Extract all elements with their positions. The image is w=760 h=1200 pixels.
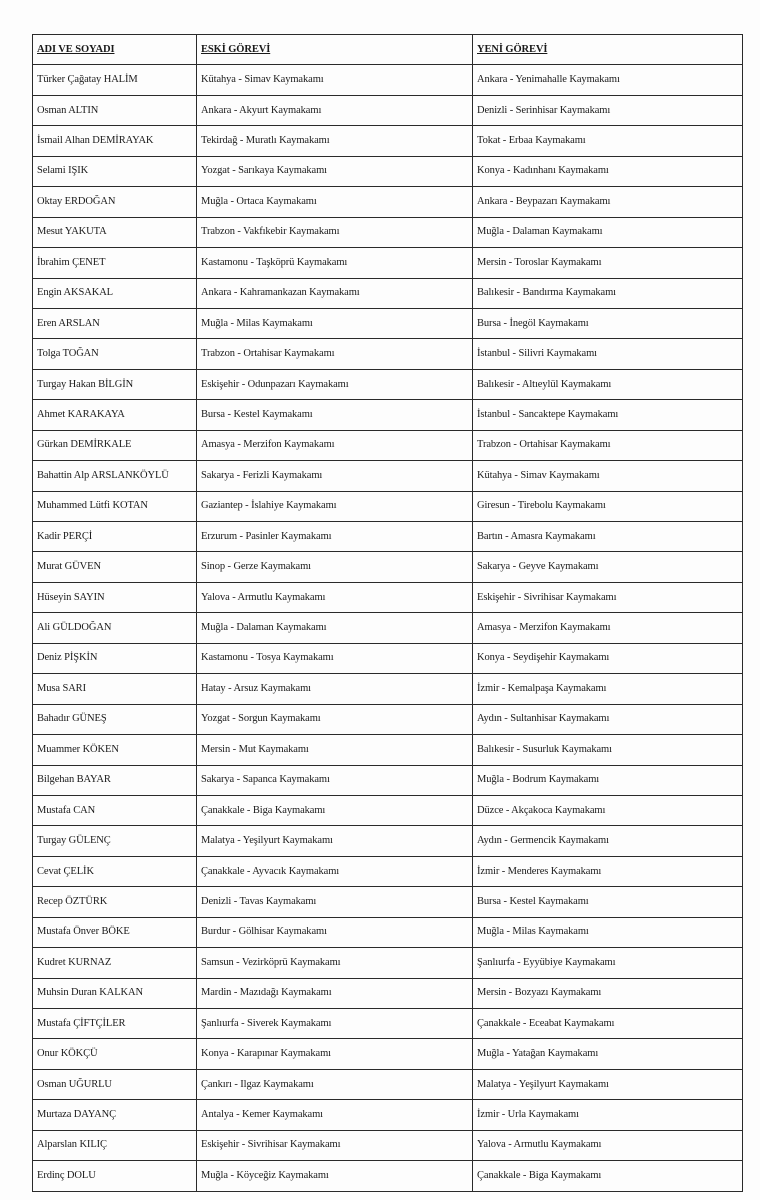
cell-name: Musa SARI (33, 674, 197, 704)
table-body (33, 65, 743, 1191)
cell-old-post: Tekirdağ - Muratlı Kaymakamı (197, 126, 473, 156)
cell-name: Mesut YAKUTA (33, 217, 197, 247)
cell-old-post: Kastamonu - Tosya Kaymakamı (197, 643, 473, 673)
cell-old-post: Yalova - Armutlu Kaymakamı (197, 582, 473, 612)
cell-old-post: Eskişehir - Sivrihisar Kaymakamı (197, 1130, 473, 1160)
cell-old-post: Antalya - Kemer Kaymakamı (197, 1100, 473, 1130)
cell-name: İbrahim ÇENET (33, 248, 197, 278)
cell-name: Bilgehan BAYAR (33, 765, 197, 795)
cell-new-post: İzmir - Menderes Kaymakamı (473, 856, 743, 886)
table-row (33, 1039, 743, 1069)
cell-name: Alparslan KILIÇ (33, 1130, 197, 1160)
cell-name: Murtaza DAYANÇ (33, 1100, 197, 1130)
cell-name: İsmail Alhan DEMİRAYAK (33, 126, 197, 156)
cell-new-post: Ankara - Beypazarı Kaymakamı (473, 187, 743, 217)
cell-name: Bahattin Alp ARSLANKÖYLÜ (33, 461, 197, 491)
cell-old-post: Mardin - Mazıdağı Kaymakamı (197, 978, 473, 1008)
cell-new-post: İzmir - Urla Kaymakamı (473, 1100, 743, 1130)
cell-old-post: Erzurum - Pasinler Kaymakamı (197, 522, 473, 552)
cell-old-post: Yozgat - Sarıkaya Kaymakamı (197, 156, 473, 186)
table-row (33, 491, 743, 521)
cell-name: Selami IŞIK (33, 156, 197, 186)
cell-name: Hüseyin SAYIN (33, 582, 197, 612)
cell-old-post: Bursa - Kestel Kaymakamı (197, 400, 473, 430)
table-row (33, 1130, 743, 1160)
table-row (33, 856, 743, 886)
cell-new-post: Bartın - Amasra Kaymakamı (473, 522, 743, 552)
cell-new-post: Kütahya - Simav Kaymakamı (473, 461, 743, 491)
cell-name: Mustafa ÇİFTÇİLER (33, 1009, 197, 1039)
cell-new-post: Aydın - Germencik Kaymakamı (473, 826, 743, 856)
table-row (33, 765, 743, 795)
table-row (33, 795, 743, 825)
cell-name: Mustafa CAN (33, 795, 197, 825)
cell-old-post: Çanakkale - Biga Kaymakamı (197, 795, 473, 825)
cell-old-post: Muğla - Dalaman Kaymakamı (197, 613, 473, 643)
cell-new-post: Şanlıurfa - Eyyübiye Kaymakamı (473, 948, 743, 978)
cell-old-post: Yozgat - Sorgun Kaymakamı (197, 704, 473, 734)
cell-old-post: Muğla - Ortaca Kaymakamı (197, 187, 473, 217)
cell-name: Turgay GÜLENÇ (33, 826, 197, 856)
table-row (33, 917, 743, 947)
cell-new-post: Muğla - Dalaman Kaymakamı (473, 217, 743, 247)
cell-old-post: Burdur - Gölhisar Kaymakamı (197, 917, 473, 947)
table-row (33, 704, 743, 734)
cell-old-post: Sakarya - Ferizli Kaymakamı (197, 461, 473, 491)
cell-old-post: Çanakkale - Ayvacık Kaymakamı (197, 856, 473, 886)
cell-old-post: Ankara - Kahramankazan Kaymakamı (197, 278, 473, 308)
header-name: ADI VE SOYADI (33, 35, 197, 65)
cell-new-post: Konya - Kadınhanı Kaymakamı (473, 156, 743, 186)
appointments-table (32, 34, 743, 1192)
table-row (33, 978, 743, 1008)
cell-new-post: Eskişehir - Sivrihisar Kaymakamı (473, 582, 743, 612)
cell-new-post: Sakarya - Geyve Kaymakamı (473, 552, 743, 582)
cell-new-post: Çanakkale - Eceabat Kaymakamı (473, 1009, 743, 1039)
cell-new-post: Giresun - Tirebolu Kaymakamı (473, 491, 743, 521)
cell-old-post: Şanlıurfa - Siverek Kaymakamı (197, 1009, 473, 1039)
table-row (33, 674, 743, 704)
cell-old-post: Amasya - Merzifon Kaymakamı (197, 430, 473, 460)
table-row (33, 95, 743, 125)
table-row (33, 552, 743, 582)
cell-name: Engin AKSAKAL (33, 278, 197, 308)
cell-name: Oktay ERDOĞAN (33, 187, 197, 217)
cell-new-post: İstanbul - Sancaktepe Kaymakamı (473, 400, 743, 430)
cell-name: Kudret KURNAZ (33, 948, 197, 978)
table-row (33, 1161, 743, 1191)
cell-name: Deniz PİŞKİN (33, 643, 197, 673)
table-row (33, 461, 743, 491)
cell-new-post: Mersin - Toroslar Kaymakamı (473, 248, 743, 278)
cell-new-post: Konya - Seydişehir Kaymakamı (473, 643, 743, 673)
cell-new-post: Mersin - Bozyazı Kaymakamı (473, 978, 743, 1008)
cell-new-post: Muğla - Bodrum Kaymakamı (473, 765, 743, 795)
header-row (33, 35, 743, 65)
cell-new-post: Denizli - Serinhisar Kaymakamı (473, 95, 743, 125)
cell-new-post: Tokat - Erbaa Kaymakamı (473, 126, 743, 156)
cell-old-post: Trabzon - Ortahisar Kaymakamı (197, 339, 473, 369)
cell-new-post: Düzce - Akçakoca Kaymakamı (473, 795, 743, 825)
header-old-post: ESKİ GÖREVİ (197, 35, 473, 65)
cell-old-post: Malatya - Yeşilyurt Kaymakamı (197, 826, 473, 856)
cell-new-post: Amasya - Merzifon Kaymakamı (473, 613, 743, 643)
cell-old-post: Samsun - Vezirköprü Kaymakamı (197, 948, 473, 978)
cell-old-post: Trabzon - Vakfıkebir Kaymakamı (197, 217, 473, 247)
table-row (33, 248, 743, 278)
cell-new-post: Aydın - Sultanhisar Kaymakamı (473, 704, 743, 734)
cell-new-post: Balıkesir - Susurluk Kaymakamı (473, 735, 743, 765)
table-row (33, 582, 743, 612)
table-row (33, 217, 743, 247)
cell-old-post: Eskişehir - Odunpazarı Kaymakamı (197, 369, 473, 399)
table-row (33, 887, 743, 917)
table-row (33, 948, 743, 978)
table-row (33, 1009, 743, 1039)
cell-new-post: Malatya - Yeşilyurt Kaymakamı (473, 1069, 743, 1099)
cell-new-post: Trabzon - Ortahisar Kaymakamı (473, 430, 743, 460)
cell-old-post: Mersin - Mut Kaymakamı (197, 735, 473, 765)
cell-name: Ali GÜLDOĞAN (33, 613, 197, 643)
cell-new-post: Bursa - İnegöl Kaymakamı (473, 308, 743, 338)
cell-name: Bahadır GÜNEŞ (33, 704, 197, 734)
table-row (33, 430, 743, 460)
table-row (33, 339, 743, 369)
cell-new-post: Balıkesir - Altıeylül Kaymakamı (473, 369, 743, 399)
table-row (33, 613, 743, 643)
cell-name: Muammer KÖKEN (33, 735, 197, 765)
cell-old-post: Kastamonu - Taşköprü Kaymakamı (197, 248, 473, 278)
table-row (33, 1069, 743, 1099)
cell-name: Türker Çağatay HALİM (33, 65, 197, 95)
cell-name: Eren ARSLAN (33, 308, 197, 338)
table-row (33, 187, 743, 217)
cell-old-post: Kütahya - Simav Kaymakamı (197, 65, 473, 95)
cell-name: Muhsin Duran KALKAN (33, 978, 197, 1008)
table-row (33, 126, 743, 156)
cell-new-post: Muğla - Milas Kaymakamı (473, 917, 743, 947)
cell-old-post: Çankırı - Ilgaz Kaymakamı (197, 1069, 473, 1099)
cell-old-post: Konya - Karapınar Kaymakamı (197, 1039, 473, 1069)
cell-name: Osman ALTIN (33, 95, 197, 125)
cell-new-post: Balıkesir - Bandırma Kaymakamı (473, 278, 743, 308)
cell-name: Tolga TOĞAN (33, 339, 197, 369)
cell-old-post: Denizli - Tavas Kaymakamı (197, 887, 473, 917)
table-row (33, 278, 743, 308)
table-row (33, 369, 743, 399)
cell-name: Erdinç DOLU (33, 1161, 197, 1191)
table-row (33, 65, 743, 95)
cell-new-post: İstanbul - Silivri Kaymakamı (473, 339, 743, 369)
cell-new-post: Ankara - Yenimahalle Kaymakamı (473, 65, 743, 95)
table-row (33, 1100, 743, 1130)
cell-name: Onur KÖKÇÜ (33, 1039, 197, 1069)
table-row (33, 643, 743, 673)
header-new-post: YENİ GÖREVİ (473, 35, 743, 65)
cell-name: Recep ÖZTÜRK (33, 887, 197, 917)
cell-name: Osman UĞURLU (33, 1069, 197, 1099)
cell-new-post: Bursa - Kestel Kaymakamı (473, 887, 743, 917)
cell-old-post: Hatay - Arsuz Kaymakamı (197, 674, 473, 704)
table-row (33, 522, 743, 552)
cell-new-post: Muğla - Yatağan Kaymakamı (473, 1039, 743, 1069)
cell-new-post: Yalova - Armutlu Kaymakamı (473, 1130, 743, 1160)
cell-name: Gürkan DEMİRKALE (33, 430, 197, 460)
cell-old-post: Sinop - Gerze Kaymakamı (197, 552, 473, 582)
table-row (33, 735, 743, 765)
cell-name: Cevat ÇELİK (33, 856, 197, 886)
table-row (33, 400, 743, 430)
cell-old-post: Ankara - Akyurt Kaymakamı (197, 95, 473, 125)
table-row (33, 156, 743, 186)
cell-new-post: Çanakkale - Biga Kaymakamı (473, 1161, 743, 1191)
cell-name: Mustafa Önver BÖKE (33, 917, 197, 947)
table-row (33, 308, 743, 338)
cell-name: Murat GÜVEN (33, 552, 197, 582)
cell-old-post: Sakarya - Sapanca Kaymakamı (197, 765, 473, 795)
cell-old-post: Muğla - Köyceğiz Kaymakamı (197, 1161, 473, 1191)
cell-name: Ahmet KARAKAYA (33, 400, 197, 430)
table-row (33, 826, 743, 856)
cell-name: Muhammed Lütfi KOTAN (33, 491, 197, 521)
cell-new-post: İzmir - Kemalpaşa Kaymakamı (473, 674, 743, 704)
cell-name: Turgay Hakan BİLGİN (33, 369, 197, 399)
cell-old-post: Muğla - Milas Kaymakamı (197, 308, 473, 338)
cell-old-post: Gaziantep - İslahiye Kaymakamı (197, 491, 473, 521)
cell-name: Kadir PERÇİ (33, 522, 197, 552)
